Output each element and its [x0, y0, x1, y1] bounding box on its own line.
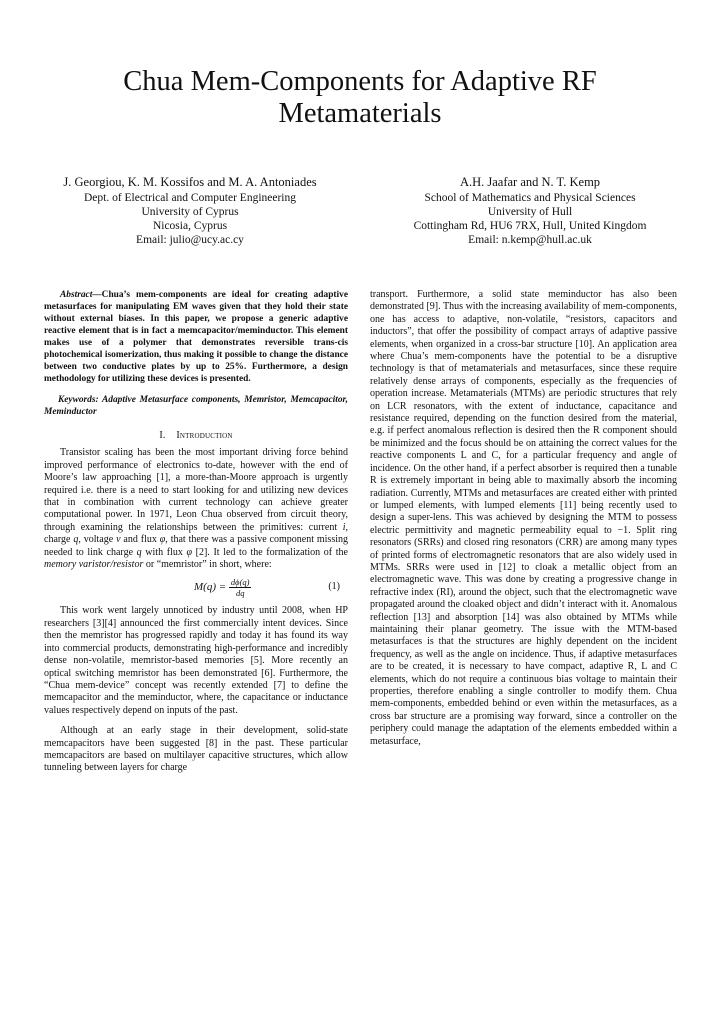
right-column: [370, 289, 677, 748]
section-heading: [44, 430, 348, 442]
author-university-left: University of Cyprus: [141, 206, 239, 218]
intro-p1-text-d: and flux: [120, 534, 160, 546]
author-email-right: Email: n.kemp@hull.ac.uk: [468, 234, 592, 246]
equation-1: [44, 575, 348, 601]
equation-fraction: [229, 577, 252, 598]
intro-p1-text-h: or “memristor” in short, where:: [143, 559, 272, 571]
abstract: [44, 289, 348, 385]
author-block-left: [40, 174, 340, 247]
memory-varistor-term: memory varistor/resistor: [44, 559, 144, 571]
abstract-text: —Chua’s mem-components are ideal for creating adaptive metasurfaces for manipulating EM waves given that they hold their state without external biases. In this paper, we propose a generic adaptive reactive element that is in fact a memcapacitor/meminductor. This element makes use of a polymer that demonstrates reversible trans-cis photochemical isomerization, thus making it possible to change the distance between two conductive plates by up to 25%. Furthermore, a design methodology for utilizing these devices is presented.: [44, 290, 348, 384]
intro-paragraph-3: Although at an early stage in their development, solid-state memcapacitors have been suggested [8] in the past. These particular memcapacitors are based on multilayer capacitive structures, which allow tunneling between layers for charge: [44, 725, 348, 774]
var-v: v: [116, 534, 121, 546]
var-i: i: [342, 521, 346, 533]
intro-p1-text-e: , that there was a passive component missing needed to link charge: [44, 534, 348, 558]
left-column: [44, 289, 348, 775]
author-email-left: Email: julio@ucy.ac.cy: [136, 234, 244, 246]
author-location-left: Nicosia, Cyprus: [152, 220, 228, 232]
author-block-right: [380, 174, 680, 247]
section-number: I.: [159, 430, 166, 441]
equation-denominator: dq: [235, 588, 245, 599]
equation-number: (1): [328, 581, 340, 593]
intro-paragraph-2: This work went largely unnoticed by industry until 2008, when HP researchers [3][4] announced the first commercially intent devices. Since then the memristor has progressed rapidly and today it has found its way into commercial products, demonstrating high-performance and incredibly dense non-volatile, memristor-based memories [5]. More recently an optical switching memristor has been demonstrated [6]. Furthermore, the “Chua mem-device” concept was recently extended [7] to define the memcapacitor and the meminductor, where, the capacitance or inductance values respectively depend on inputs of the past.: [44, 605, 348, 716]
intro-p1-text-b: , charge: [44, 521, 348, 546]
author-university-right: University of Hull: [487, 206, 573, 218]
var-q-2: q: [136, 546, 142, 558]
author-names-left: J. Georgiou, K. M. Kossifos and M. A. Antoniades: [63, 175, 317, 189]
var-phi: φ: [159, 534, 166, 546]
title-line-2: Metamaterials: [278, 98, 442, 129]
section-title: Introduction: [176, 430, 233, 441]
intro-paragraph-1: [44, 447, 348, 571]
intro-p1-text-c: , voltage: [78, 534, 117, 546]
right-column-paragraph: transport. Furthermore, a solid state meminductor has also been demonstrated [9]. Thus with the increasing availability of mem-components, one has access to adaptive, non-volatile, “resistors, capacitors and inductors”, that offer the possibility of compact arrays of adaptive passive elements, when organized in a cross-bar structure [10]. An application area where Chua’s mem-components have the potential to be a disruptive technology is that of metamaterials and metasurfaces, since these require relatively dense arrays of components, especially as the frequencies of operation increase. Metamaterials (MTMs) are periodic structures that rely on LCR resonators, with the extent of inductance, capacitance and resistance required, depending on the function desired from the material, e.g. if perfect anomalous reflection is desired then the R component should be minimized and the focus should be on attaining the correct values for the reactive components L and C, for a particular frequency and angle of incidence. On the other hand, if a perfect absorber is required then a tunable R is extremely important in being able to maximally absorb the incoming radiation. Currently, MTMs and metasurfaces are created either with printed or lumped elements, with lumped elements [11] being recently used to design a super-lens. This was achieved by designing the MTM to possess electric permittivity and magnetic permeability equal to −1. Split ring resonators (SRRs) and closed ring resonators (CRR) are among many types of printed forms of electromagnetic resonators that are also widely used in MTMs. SRRs were used in [12] to cloak a metallic object from an electromagnetic wave. This was done by creating a progressive change in refractive index (RI), around the object, such that the electromagnetic wave propagated around the cloaked object and didn’t interact with it. Anomalous reflection [13] and absorption [14] was also obtained by MTMs while maintaining their planar geometry. The issue with the MTM-based metasurfaces is that the structures are highly dependent on the incident frequency, as well as the angle on incidence. Thus, if adaptive metasurfaces are to be created, it is necessary to have compact, adaptive R, L and C elements, which do not require a continuous bias voltage to maintain their properties, therefore enabling a single controller to modify them. Chua mem-components, embedded behind or even within the metasurfaces, as a cross bar structure are a promising way forward, since a controller on the periphery could manage the adaptation of the elements embedded within a metasurface,: [370, 289, 677, 747]
intro-p1-text-a: Transistor scaling has been the most important driving force behind improved performance of electronics to-date, however with the end of Moore’s law approaching [1], a more-than-Moore approach is urgently required i.e. there is a need to start looking for and utilizing new devices that in combination with current technology can achieve greater computational power. In 1971, Leon Chua observed from circuit theory, through examining the relationships between the primitives: current: [44, 447, 348, 533]
intro-p1-text-g: [2]. It led to the formalization of the: [192, 546, 348, 558]
intro-p1-text-f: with flux: [141, 546, 187, 558]
var-phi-2: φ: [186, 546, 193, 558]
author-dept-right: School of Mathematics and Physical Sciences: [424, 192, 636, 204]
keywords: Keywords: Adaptive Metasurface components, Memristor, Memcapacitor, Meminductor: [44, 395, 348, 417]
paper-title: [0, 66, 720, 130]
abstract-label: Abstract: [60, 290, 93, 300]
var-q: q: [73, 534, 79, 546]
equation-numerator: dϕ(q): [230, 577, 250, 588]
author-dept-left: Dept. of Electrical and Computer Engineering: [83, 192, 297, 204]
title-line-1: Chua Mem-Components for Adaptive RF: [123, 66, 597, 97]
author-names-right: A.H. Jaafar and N. T. Kemp: [459, 175, 601, 189]
equation-body: [194, 577, 251, 598]
equation-lhs: M(q) =: [194, 581, 229, 594]
author-location-right: Cottingham Rd, HU6 7RX, Hull, United Kingdom: [413, 220, 647, 232]
